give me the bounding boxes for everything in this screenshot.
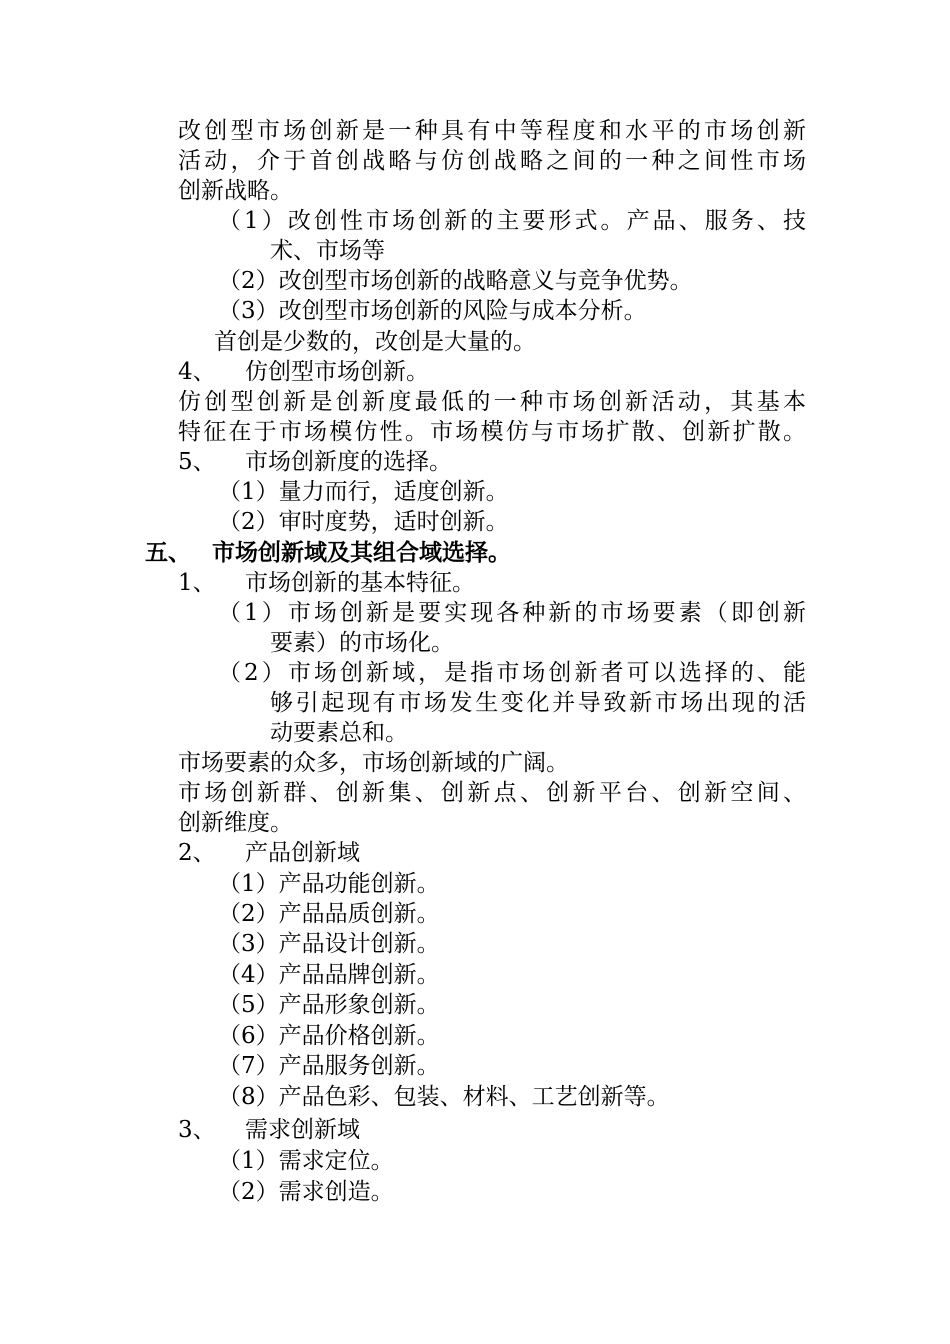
heading-number: 5、 — [178, 449, 216, 475]
paragraph-line: 改创型市场创新是一种具有中等程度和水平的市场创新 — [178, 118, 806, 144]
list-item-continuation: 够引起现有市场发生变化并导致新市场出现的活 — [270, 690, 806, 716]
list-item: （6）产品价格创新。 — [218, 1023, 440, 1049]
list-item: （3）改创型市场创新的风险与成本分析。 — [218, 298, 647, 324]
paragraph-line: 活动，介于首创战略与仿创战略之间的一种之间性市场 — [178, 148, 806, 174]
list-item: （2）产品品质创新。 — [218, 901, 440, 927]
heading-number: 4、 — [178, 359, 216, 385]
list-item: （4）产品品牌创新。 — [218, 962, 440, 988]
list-item-continuation: 动要素总和。 — [270, 720, 408, 746]
list-item: （1）需求定位。 — [218, 1148, 394, 1174]
list-item: （1）改创性市场创新的主要形式。产品、服务、技 — [218, 208, 806, 234]
note-line: 首创是少数的，改创是大量的。 — [214, 329, 536, 355]
list-item: （2）改创型市场创新的战略意义与竞争优势。 — [218, 268, 693, 294]
list-item: （2）需求创造。 — [218, 1179, 394, 1205]
heading-text: 产品创新域 — [245, 840, 360, 866]
paragraph-line: 创新维度。 — [178, 810, 293, 836]
paragraph-line: 市场要素的众多，市场创新域的广阔。 — [178, 750, 569, 776]
list-item-continuation: 术、市场等 — [270, 238, 385, 264]
heading-number: 2、 — [178, 840, 216, 866]
section-number: 五、 — [145, 539, 191, 566]
list-item: （1）市场创新是要实现各种新的市场要素（即创新 — [218, 600, 806, 626]
heading-text: 市场创新的基本特征。 — [245, 570, 475, 596]
list-item: （5）产品形象创新。 — [218, 992, 440, 1018]
paragraph-line: 创新战略。 — [178, 178, 293, 204]
heading-text: 仿创型市场创新。 — [245, 359, 429, 385]
list-item-continuation: 要素）的市场化。 — [270, 630, 454, 656]
list-item: （2）审时度势，适时创新。 — [218, 509, 509, 535]
section-title: 市场创新域及其组合域选择。 — [212, 539, 511, 566]
paragraph-line: 特征在于市场模仿性。市场模仿与市场扩散、创新扩散。 — [178, 419, 806, 445]
list-item: （3）产品设计创新。 — [218, 931, 440, 957]
paragraph-line: 市场创新群、创新集、创新点、创新平台、创新空间、 — [178, 780, 806, 806]
list-item: （2）市场创新域，是指市场创新者可以选择的、能 — [218, 660, 806, 686]
heading-text: 需求创新域 — [245, 1117, 360, 1143]
list-item: （1）量力而行，适度创新。 — [218, 479, 509, 505]
list-item: （8）产品色彩、包装、材料、工艺创新等。 — [218, 1084, 670, 1110]
heading-number: 1、 — [178, 570, 216, 596]
paragraph-line: 仿创型创新是创新度最低的一种市场创新活动，其基本 — [178, 389, 806, 415]
list-item: （1）产品功能创新。 — [218, 871, 440, 897]
list-item: （7）产品服务创新。 — [218, 1053, 440, 1079]
heading-number: 3、 — [178, 1117, 216, 1143]
heading-text: 市场创新度的选择。 — [245, 449, 452, 475]
